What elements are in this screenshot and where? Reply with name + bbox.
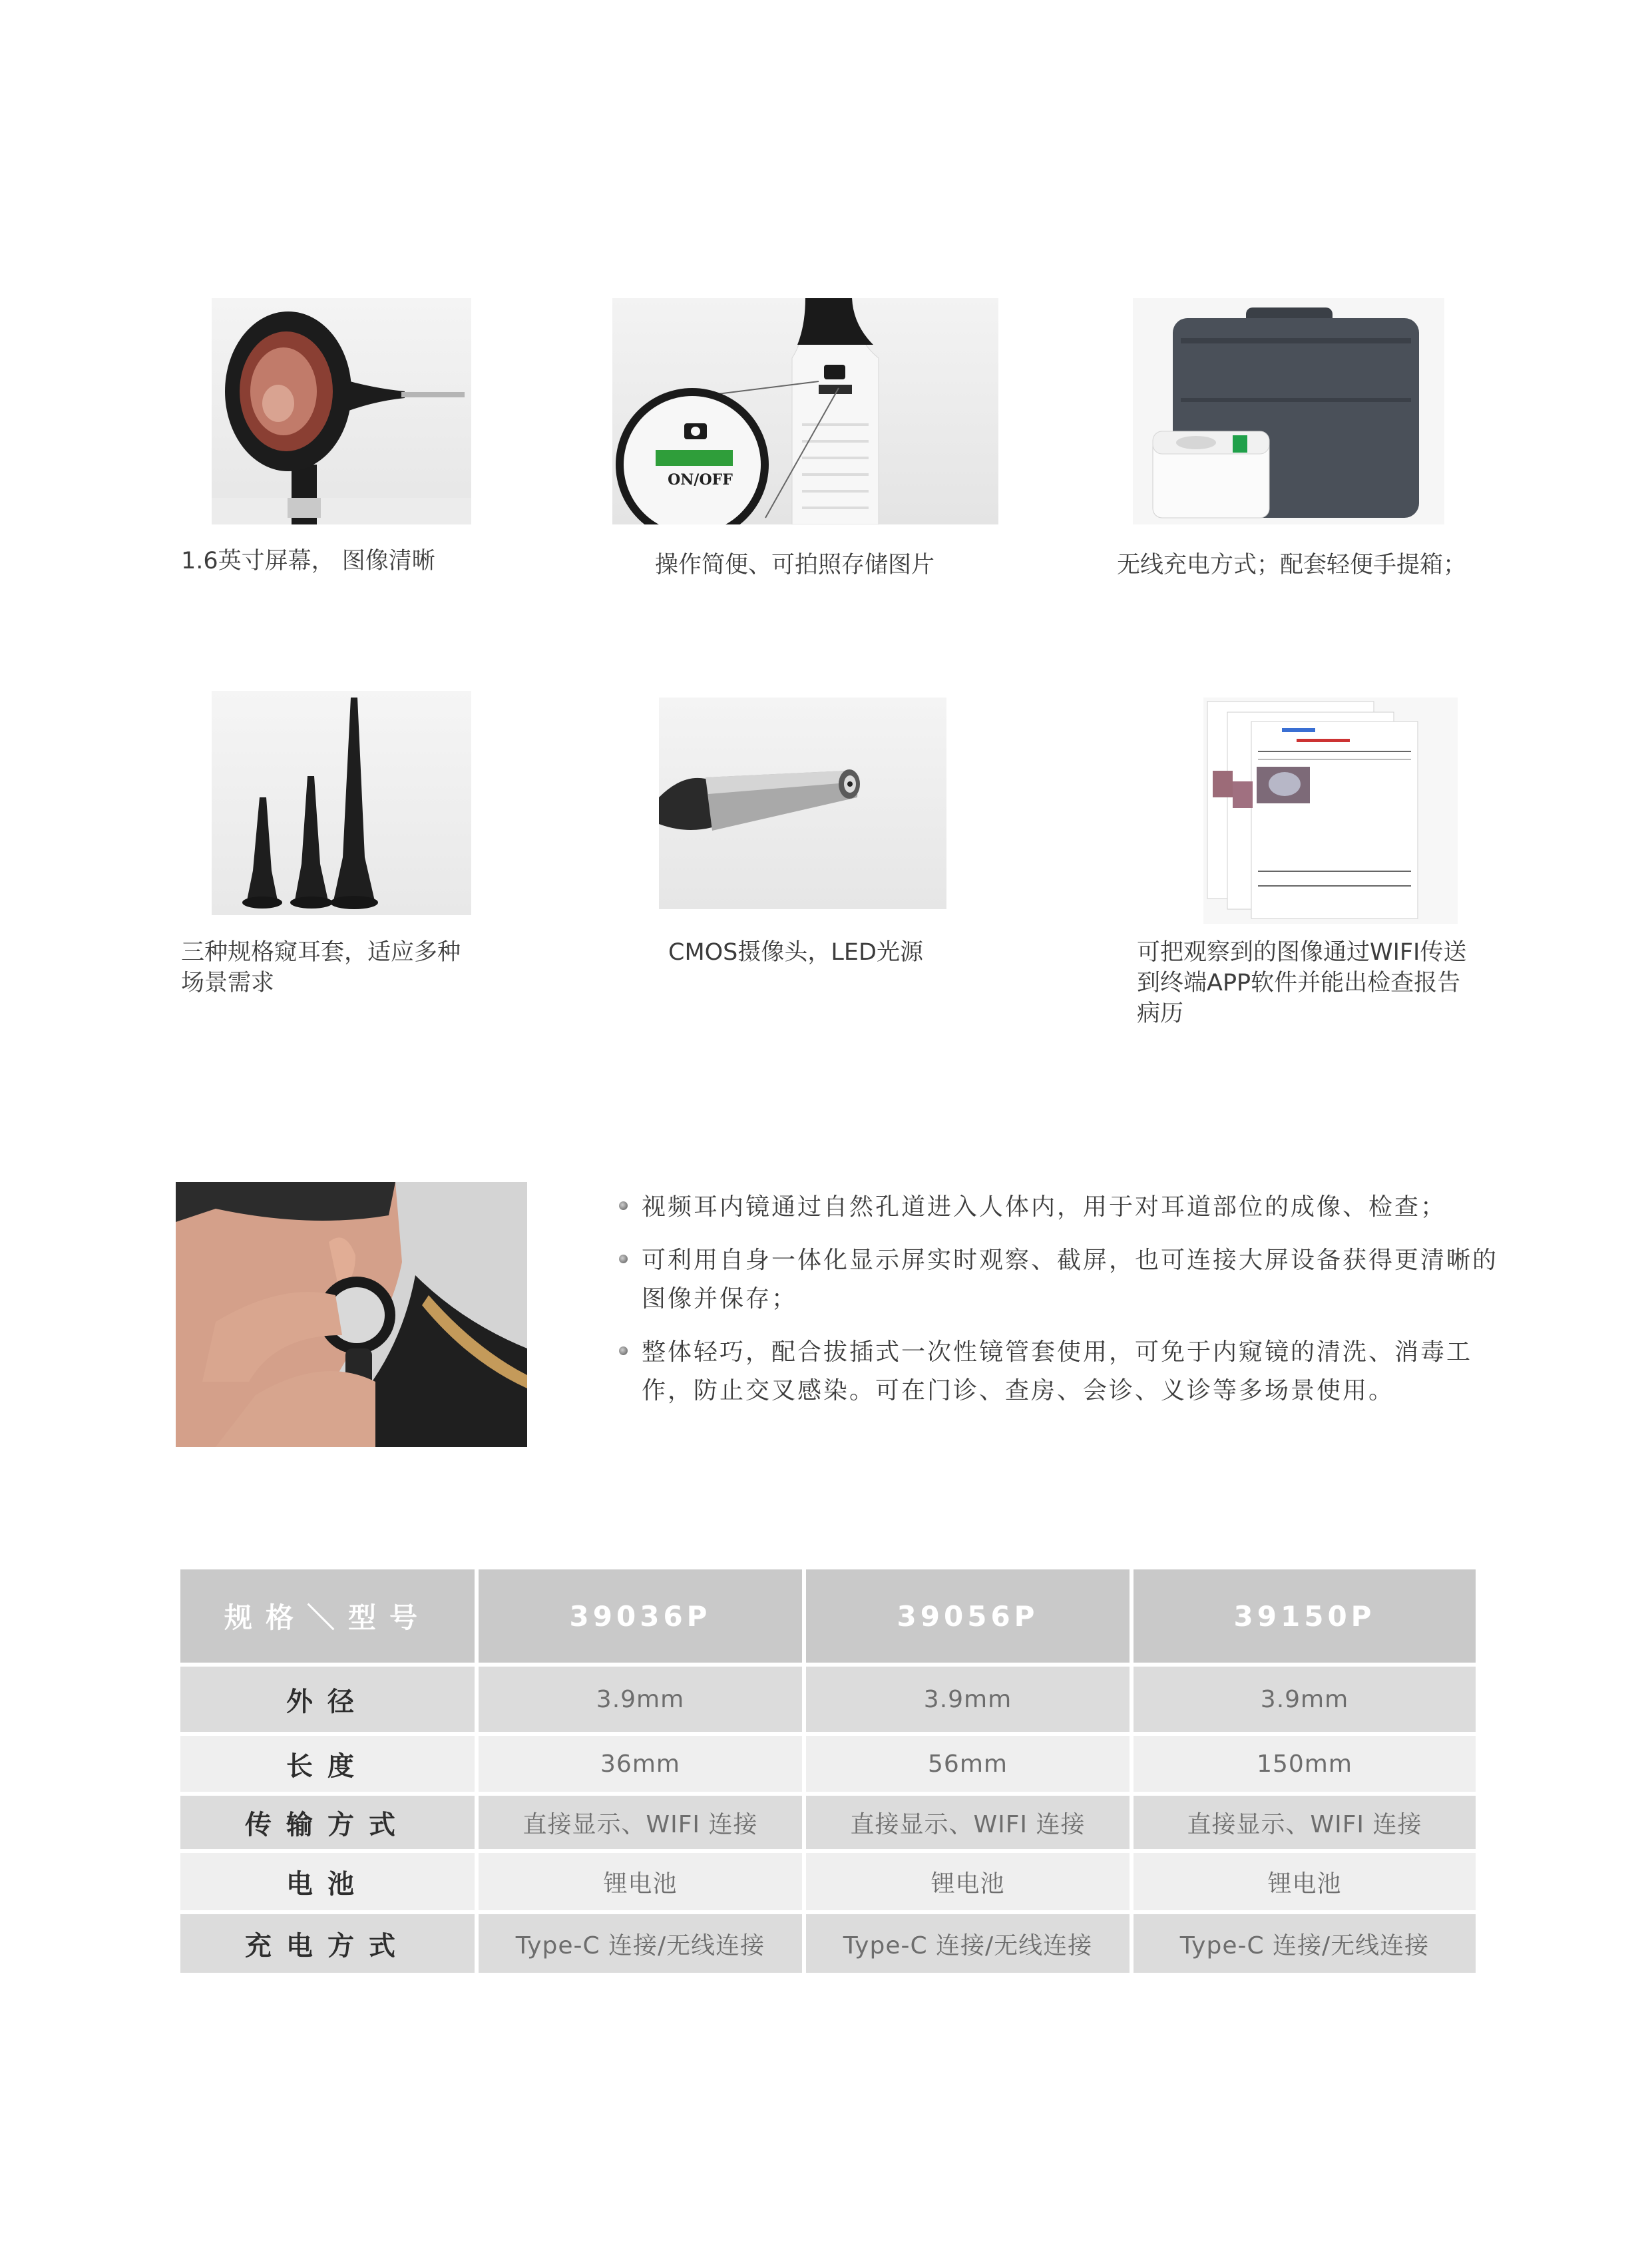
spec-cell: 锂电池 — [479, 1853, 802, 1910]
feature-image-otoscope-head — [212, 298, 471, 524]
feature-image-cmos-probe — [659, 698, 946, 909]
description-item — [619, 1241, 1504, 1319]
feature-image-ear-speculums — [212, 691, 471, 915]
usage-photo — [176, 1182, 527, 1447]
spec-cell: 56mm — [806, 1736, 1130, 1792]
feature-caption-1: 1.6英寸屏幕， 图像清晰 — [181, 548, 435, 574]
spec-cell: 直接显示、WIFI 连接 — [479, 1796, 802, 1849]
feature-caption-4: 三种规格窥耳套，适应多种 场景需求 — [181, 939, 461, 996]
spec-cell: 3.9mm — [1134, 1667, 1476, 1732]
bullet-dot-icon — [619, 1201, 628, 1210]
spec-row-label: 充电方式 — [180, 1914, 475, 1973]
feature-caption-6: 可把观察到的图像通过WIFI传送 到终端APP软件并能出检查报告 病历 — [1137, 939, 1467, 1027]
feature-image-report-pages — [1203, 698, 1458, 924]
description-item — [619, 1333, 1504, 1410]
spec-row-label: 电池 — [180, 1853, 475, 1910]
feature-image-carry-case — [1133, 298, 1444, 524]
spec-header-cell: 39150P — [1134, 1569, 1476, 1663]
feature-caption-5: CMOS摄像头，LED光源 — [668, 939, 923, 966]
feature-image-handle-button — [612, 298, 998, 524]
table-row — [180, 1796, 1476, 1849]
description-item — [619, 1188, 1504, 1227]
spec-header-cell: 39036P — [479, 1569, 802, 1663]
spec-header-cell: 39056P — [806, 1569, 1130, 1663]
on-off-button-label: ON/OFF — [668, 471, 733, 489]
description-text: 可利用自身一体化显示屏实时观察、截屏，也可连接大屏设备获得更清晰的图像并保存； — [642, 1247, 1499, 1313]
spec-cell: 锂电池 — [1134, 1853, 1476, 1910]
spec-cell: Type-C 连接/无线连接 — [1134, 1914, 1476, 1973]
table-row — [180, 1667, 1476, 1732]
spec-cell: 3.9mm — [479, 1667, 802, 1732]
spec-cell: 直接显示、WIFI 连接 — [806, 1796, 1130, 1849]
bullet-dot-icon — [619, 1255, 628, 1263]
description-text: 整体轻巧，配合拔插式一次性镜管套使用，可免于内窥镜的清洗、消毒工作，防止交叉感染。可在门诊、查房、会诊、义诊等多场景使用。 — [642, 1338, 1473, 1404]
spec-header-cell: 规格＼型号 — [180, 1569, 475, 1663]
spec-cell: Type-C 连接/无线连接 — [479, 1914, 802, 1973]
spec-row-label: 长度 — [180, 1736, 475, 1792]
spec-row-label: 传输方式 — [180, 1796, 475, 1849]
spec-cell: 36mm — [479, 1736, 802, 1792]
camera-icon — [824, 365, 845, 379]
spec-table-header — [180, 1569, 1476, 1663]
spec-cell: Type-C 连接/无线连接 — [806, 1914, 1130, 1973]
feature-caption-2: 操作简便、可拍照存储图片 — [655, 552, 935, 578]
feature-caption-3: 无线充电方式；配套轻便手提箱； — [1117, 552, 1467, 578]
description-list — [619, 1188, 1504, 1425]
table-row — [180, 1914, 1476, 1973]
spec-cell: 直接显示、WIFI 连接 — [1134, 1796, 1476, 1849]
spec-row-label: 外径 — [180, 1667, 475, 1732]
spec-cell: 锂电池 — [806, 1853, 1130, 1910]
spec-table — [176, 1565, 1480, 1977]
table-row — [180, 1853, 1476, 1910]
description-text: 视频耳内镜通过自然孔道进入人体内，用于对耳道部位的成像、检查； — [642, 1193, 1447, 1221]
table-row — [180, 1736, 1476, 1792]
spec-cell: 3.9mm — [806, 1667, 1130, 1732]
bullet-dot-icon — [619, 1346, 628, 1355]
spec-cell: 150mm — [1134, 1736, 1476, 1792]
